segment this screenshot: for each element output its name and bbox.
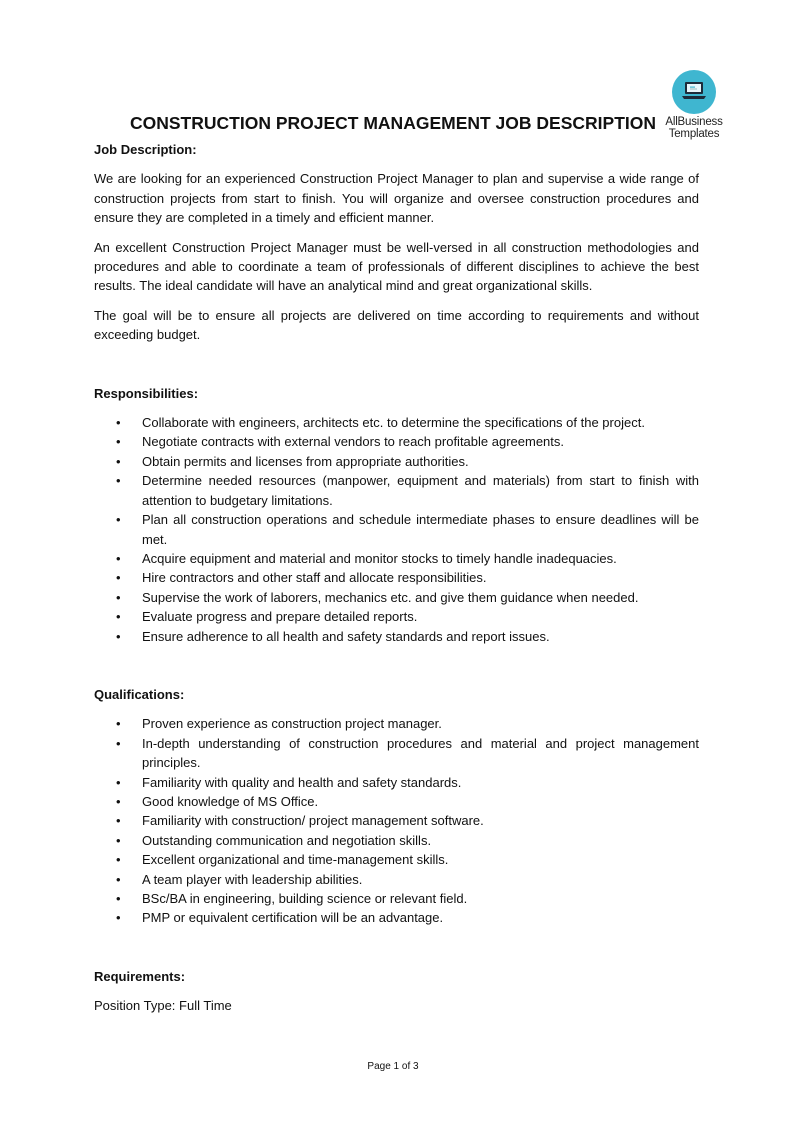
- bullet: •: [116, 453, 121, 469]
- list-item-text: Determine needed resources (manpower, equipment and materials) from start to finish with attention to budgetary limitations.: [142, 473, 699, 508]
- bullet: •: [116, 589, 121, 605]
- list-item: [94, 413, 699, 432]
- bullet: •: [116, 852, 121, 868]
- list-item-text: PMP or equivalent certification will be an advantage.: [142, 910, 444, 926]
- bullet: •: [116, 832, 121, 848]
- bullet: •: [116, 910, 121, 926]
- list-item-text: In-depth understanding of construction procedures and material and project management principles.: [142, 735, 699, 771]
- list-item: [94, 792, 699, 811]
- list-item: [94, 568, 699, 587]
- bullet: •: [116, 793, 121, 809]
- logo-line-1: AllBusiness: [665, 116, 723, 128]
- list-item: [94, 773, 699, 792]
- list-item-text: Excellent organizational and time-management skills.: [142, 852, 449, 868]
- list-item: [94, 510, 699, 549]
- list-item-text: Collaborate with engineers, architects etc. to determine the specifications of the project.: [142, 415, 645, 431]
- list-item-text: BSc/BA in engineering, building science or relevant field.: [142, 891, 468, 906]
- bullet: •: [116, 774, 121, 790]
- bullet: •: [116, 570, 121, 586]
- list-item: [94, 549, 699, 568]
- bullet: •: [116, 512, 121, 528]
- list-item: [94, 432, 699, 451]
- responsibilities-list: [94, 413, 699, 646]
- list-item-text: Proven experience as construction project manager.: [142, 716, 442, 732]
- list-item: [94, 831, 699, 850]
- list-item-text: Good knowledge of MS Office.: [142, 793, 319, 809]
- bullet: •: [116, 628, 121, 644]
- bullet: •: [116, 813, 121, 829]
- list-item-text: Obtain permits and licenses from appropriate authorities.: [142, 453, 469, 469]
- requirements-heading: Requirements:: [94, 968, 186, 984]
- laptop-icon: [672, 70, 716, 114]
- list-item-text: Acquire equipment and material and monitor stocks to timely handle inadequacies.: [142, 550, 617, 566]
- bullet: •: [116, 716, 121, 732]
- bullet: •: [116, 871, 121, 887]
- document-title: CONSTRUCTION PROJECT MANAGEMENT JOB DESCRIPTION: [130, 113, 656, 133]
- job-description-paragraph: The goal will be to ensure all projects are delivered on time according to requirements and without exceeding budget.: [94, 307, 699, 343]
- job-description-paragraph: We are looking for an experienced Construction Project Manager to plan and supervise a wide range of construction projects from start to finish. You will organize and oversee construction procedures and ensure they are completed in a timely and efficient manner.: [94, 171, 699, 226]
- qualifications-heading: Qualifications:: [94, 686, 185, 702]
- job-description-paragraph: An excellent Construction Project Manager must be well-versed in all construction methodologies and procedures and able to coordinate a team of professionals of different disciplines to achieve the best results. The ideal candidate will have an analytical mind and great organizational skills.: [94, 239, 699, 294]
- bullet: •: [116, 735, 121, 751]
- responsibilities-heading: Responsibilities:: [94, 385, 199, 401]
- list-item: [94, 908, 699, 927]
- list-item-text: Familiarity with construction/ project management software.: [142, 813, 484, 829]
- list-item-text: Negotiate contracts with external vendors to reach profitable agreements.: [142, 434, 565, 450]
- list-item-text: Supervise the work of laborers, mechanics etc. and give them guidance when needed.: [142, 589, 639, 605]
- list-item: [94, 588, 699, 607]
- position-type: Position Type: Full Time: [94, 998, 232, 1014]
- list-item-text: Ensure adherence to all health and safety standards and report issues.: [142, 628, 550, 644]
- list-item-text: Plan all construction operations and schedule intermediate phases to ensure deadlines will be met.: [142, 512, 699, 547]
- list-item-text: Evaluate progress and prepare detailed reports.: [142, 609, 418, 625]
- list-item-text: Familiarity with quality and health and safety standards.: [142, 774, 462, 790]
- list-item: [94, 734, 699, 773]
- list-item: [94, 471, 699, 510]
- bullet: •: [116, 891, 121, 906]
- list-item: [94, 714, 699, 733]
- list-item-text: Hire contractors and other staff and allocate responsibilities.: [142, 570, 487, 586]
- bullet: •: [116, 434, 121, 450]
- bullet: •: [116, 415, 121, 431]
- list-item: [94, 889, 699, 908]
- job-description-heading: Job Description:: [94, 142, 197, 157]
- page-number: Page 1 of 3: [367, 1061, 419, 1072]
- document-body: [94, 140, 699, 1026]
- logo-line-2: Templates: [668, 128, 720, 140]
- bullet: •: [116, 609, 121, 625]
- list-item-text: Outstanding communication and negotiation skills.: [142, 832, 432, 848]
- list-item: [94, 452, 699, 471]
- list-item: [94, 607, 699, 626]
- qualifications-list: [94, 714, 699, 927]
- list-item: [94, 811, 699, 830]
- list-item-text: A team player with leadership abilities.: [142, 871, 363, 887]
- list-item: [94, 870, 699, 889]
- bullet: •: [116, 473, 121, 489]
- list-item: [94, 627, 699, 646]
- list-item: [94, 850, 699, 869]
- bullet: •: [116, 550, 121, 566]
